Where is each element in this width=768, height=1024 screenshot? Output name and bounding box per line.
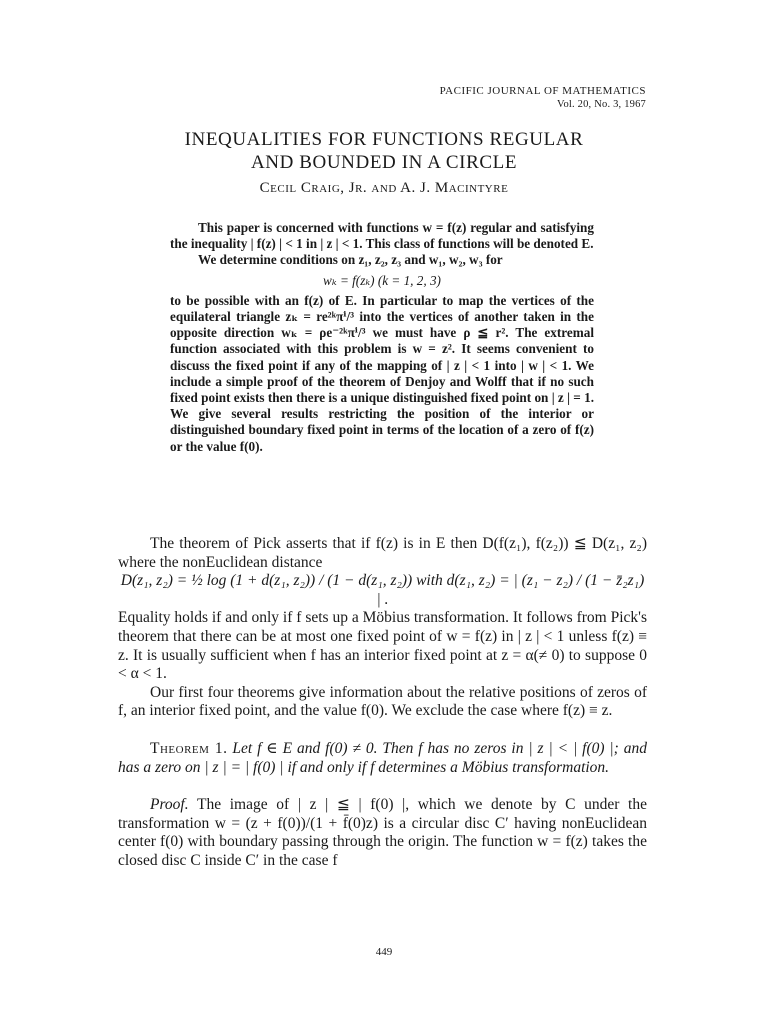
theorem-1-statement: Let f ∈ E and f(0) ≠ 0. Then f has no zeros in | z | < | f(0) |; and has a zero on | z | = | f(0) | if and only if f determines a Möbius transformation.: [118, 739, 647, 776]
abstract-paragraph-2: We determine conditions on z₁, z₂, z₃ and w₁, w₂, w₃ for: [198, 252, 503, 268]
distance-formula: D(z₁, z₂) = ½ log (1 + d(z₁, z₂)) / (1 − d(z₁, z₂)) with d(z₁, z₂) = | (z₁ − z₂) / (1 − z̄₂z₁) | .: [120, 572, 645, 608]
journal-name: PACIFIC JOURNAL OF MATHEMATICS: [439, 85, 646, 97]
abstract: [170, 220, 594, 455]
paper-title: [0, 128, 768, 174]
abstract-paragraph-3: to be possible with an f(z) of E. In particular to map the vertices of the equilateral triangle zₖ = re²ᵏπⁱ/³ into the vertices of another taken in the opposite direction wₖ = ρe⁻²ᵏπⁱ/³ we must have ρ ≦ r². The extremal function associated with this problem is w = z². It seems convenient to discuss the fixed point if any of the mapping of | z | < 1 into | w | < 1. We include a simple proof of the theorem of Denjoy and Wolff that if no such fixed point exists then there is a unique distinguished fixed point on | z | = 1. We give several results restricting the position of the interior or distinguished boundary fixed point in terms of the location of a zero of f(z) or the value f(0).: [170, 292, 594, 454]
paper-authors: Cecil Craig, Jr. and A. J. Macintyre: [259, 180, 509, 196]
proof-text: The image of | z | ≦ | f(0) |, which we denote by C under the transformation w = (z + f(0))/(1 + f̄(0)z) is a circular disc C′ having nonEuclidean center f(0) with boundary passing through the origin. The function w = f(z) takes the closed disc C inside C′ in the case f: [118, 796, 647, 869]
body-paragraph-3: Our first four theorems give information about the relative positions of zeros of f, an interior fixed point, and the value f(0). We exclude the case where f(z) ≡ z.: [118, 683, 647, 720]
theorem-1: [118, 740, 647, 777]
body-text: [118, 535, 647, 871]
abstract-formula: wₖ = f(zₖ) (k = 1, 2, 3): [323, 272, 441, 288]
title-line-1: INEQUALITIES FOR FUNCTIONS REGULAR: [184, 129, 584, 150]
proof-heading: Proof.: [150, 796, 189, 814]
body-paragraph-2: Equality holds if and only if f sets up a Möbius transformation. It follows from Pick's theorem that there can be at most one fixed point of w = f(z) in | z | < 1 unless f(z) ≡ z. It is usually sufficient when f has an interior fixed point at z = α(≠ 0) to suppose 0 < α < 1.: [118, 609, 647, 683]
title-line-2: AND BOUNDED IN A CIRCLE: [250, 152, 518, 173]
proof-paragraph: [118, 796, 647, 870]
page-number: 449: [375, 946, 393, 958]
theorem-1-heading: Theorem 1.: [150, 739, 228, 757]
journal-header: [440, 85, 646, 111]
abstract-paragraph-1: This paper is concerned with functions w = f(z) regular and satisfying the inequality | f(z) | < 1 in | z | < 1. This class of functions will be denoted E.: [170, 220, 594, 252]
body-paragraph-1: The theorem of Pick asserts that if f(z) is in E then D(f(z₁), f(z₂)) ≦ D(z₁, z₂) where the nonEuclidean distance: [118, 535, 647, 571]
journal-volume: Vol. 20, No. 3, 1967: [557, 99, 646, 110]
